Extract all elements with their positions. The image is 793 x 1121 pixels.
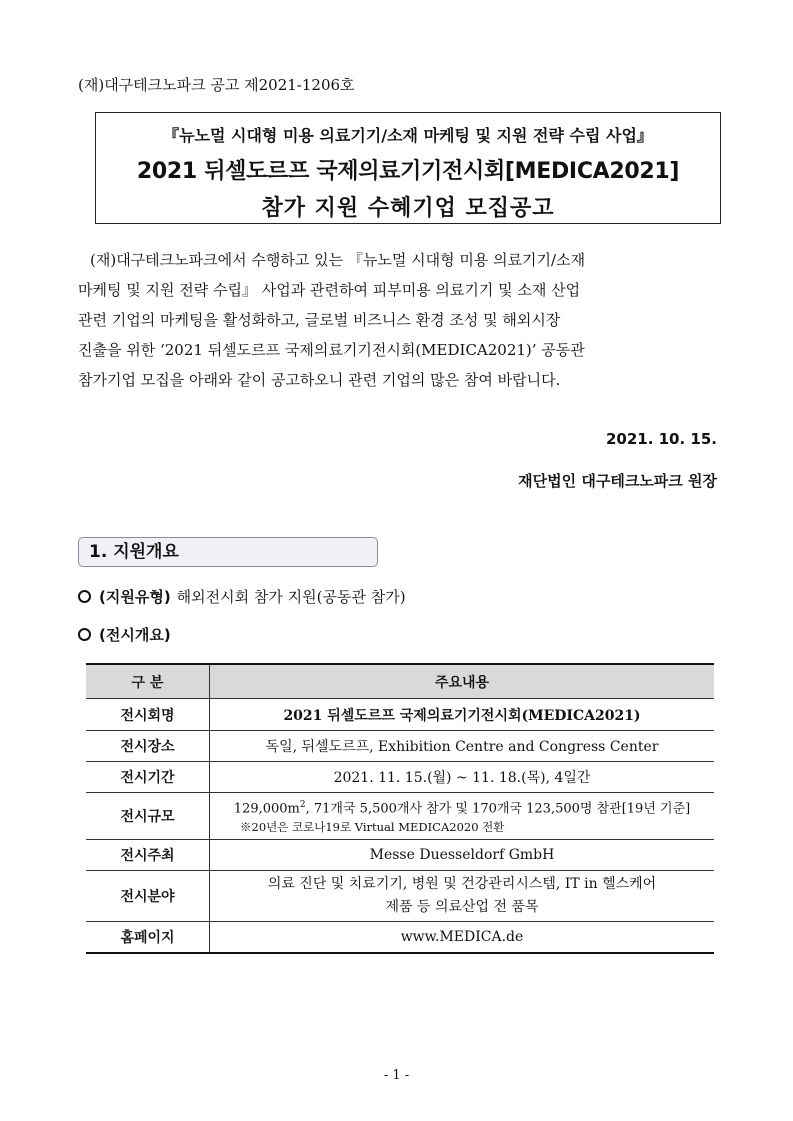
table-row: [86, 871, 714, 922]
bullet-key: (지원유형): [99, 588, 171, 606]
row-value: [210, 871, 715, 922]
table-row: [86, 793, 714, 840]
scale-stats: , 71개국 5,500개사 참가 및 170개국 123,500명 참관[19년 기준]: [305, 801, 691, 817]
section-heading-overview: 1. 지원개요: [78, 537, 378, 567]
table-header-row: [86, 664, 714, 699]
header-content: 주요내용: [210, 664, 715, 699]
header-category: 구 분: [86, 664, 210, 699]
intro-line: 참가기업 모집을 아래와 같이 공고하오니 관련 기업의 많은 참여 바랍니다.: [78, 371, 561, 389]
circle-bullet-icon: [78, 628, 91, 641]
homepage-link[interactable]: www.MEDICA.de: [210, 922, 715, 954]
intro-line: 관련 기업의 마케팅을 활성화하고, 글로벌 비즈니스 환경 조성 및 해외시장: [78, 311, 561, 329]
title-project-name: 『뉴노멀 시대형 미용 의료기기/소재 마케팅 및 지원 전략 수립 사업』: [163, 126, 653, 145]
row-label: 전시기간: [86, 762, 210, 793]
notice-number: (재)대구테크노파크 공고 제2021-1206호: [78, 76, 355, 94]
announcement-date: 2021. 10. 15.: [605, 430, 717, 448]
row-label: 홈페이지: [86, 922, 210, 954]
bullet-value: 해외전시회 참가 지원(공동관 참가): [176, 588, 406, 606]
intro-paragraph: [78, 245, 718, 395]
row-label: 전시규모: [86, 793, 210, 840]
table-row: [86, 840, 714, 871]
field-value-line: 의료 진단 및 치료기기, 병원 및 건강관리시스템, IT in 헬스케어: [267, 876, 657, 892]
row-label: 전시주최: [86, 840, 210, 871]
title-announcement: 참가 지원 수혜기업 모집공고: [261, 196, 555, 221]
intro-line: (재)대구테크노파크에서 수행하고 있는 『뉴노멀 시대형 미용 의료기기/소재: [90, 251, 586, 269]
bullet-key: (전시개요): [99, 626, 171, 644]
row-value: 2021. 11. 15.(월) ~ 11. 18.(목), 4일간: [210, 762, 715, 793]
scale-main-text: [214, 796, 710, 818]
scale-area: 129,000m: [233, 801, 300, 817]
issuing-organization: 재단법인 대구테크노파크 원장: [518, 472, 717, 490]
row-label: 전시회명: [86, 699, 210, 731]
scale-area-unit-sup: 2: [299, 800, 306, 811]
table-row: [86, 731, 714, 762]
table-row: [86, 762, 714, 793]
row-value: 2021 뒤셀도르프 국제의료기기전시회(MEDICA2021): [210, 699, 715, 731]
intro-line: 진출을 위한 ‘2021 뒤셀도르프 국제의료기기전시회(MEDICA2021)’ 공동관: [78, 341, 585, 359]
table-row: [86, 922, 714, 954]
circle-bullet-icon: [78, 590, 91, 603]
row-label: 전시장소: [86, 731, 210, 762]
row-label: 전시분야: [86, 871, 210, 922]
row-value: 독일, 뒤셀도르프, Exhibition Centre and Congress Center: [210, 731, 715, 762]
exhibition-info-table: [86, 663, 714, 954]
intro-line: 마케팅 및 지원 전략 수립』 사업과 관련하여 피부미용 의료기기 및 소재 산업: [78, 281, 581, 299]
bullet-exhibition-overview: [78, 624, 177, 645]
title-event-name: 2021 뒤셀도르프 국제의료기기전시회[MEDICA2021]: [136, 159, 680, 184]
title-box: [95, 112, 721, 224]
field-value-line: 제품 등 의료산업 전 품목: [385, 899, 539, 915]
page-number: - 1 -: [383, 1068, 410, 1083]
row-value: Messe Duesseldorf GmbH: [210, 840, 715, 871]
scale-note: ※20년은 코로나19로 Virtual MEDICA2020 전환: [240, 819, 505, 834]
table-row: [86, 699, 714, 731]
row-value: [210, 793, 715, 840]
bullet-support-type: [78, 586, 406, 607]
